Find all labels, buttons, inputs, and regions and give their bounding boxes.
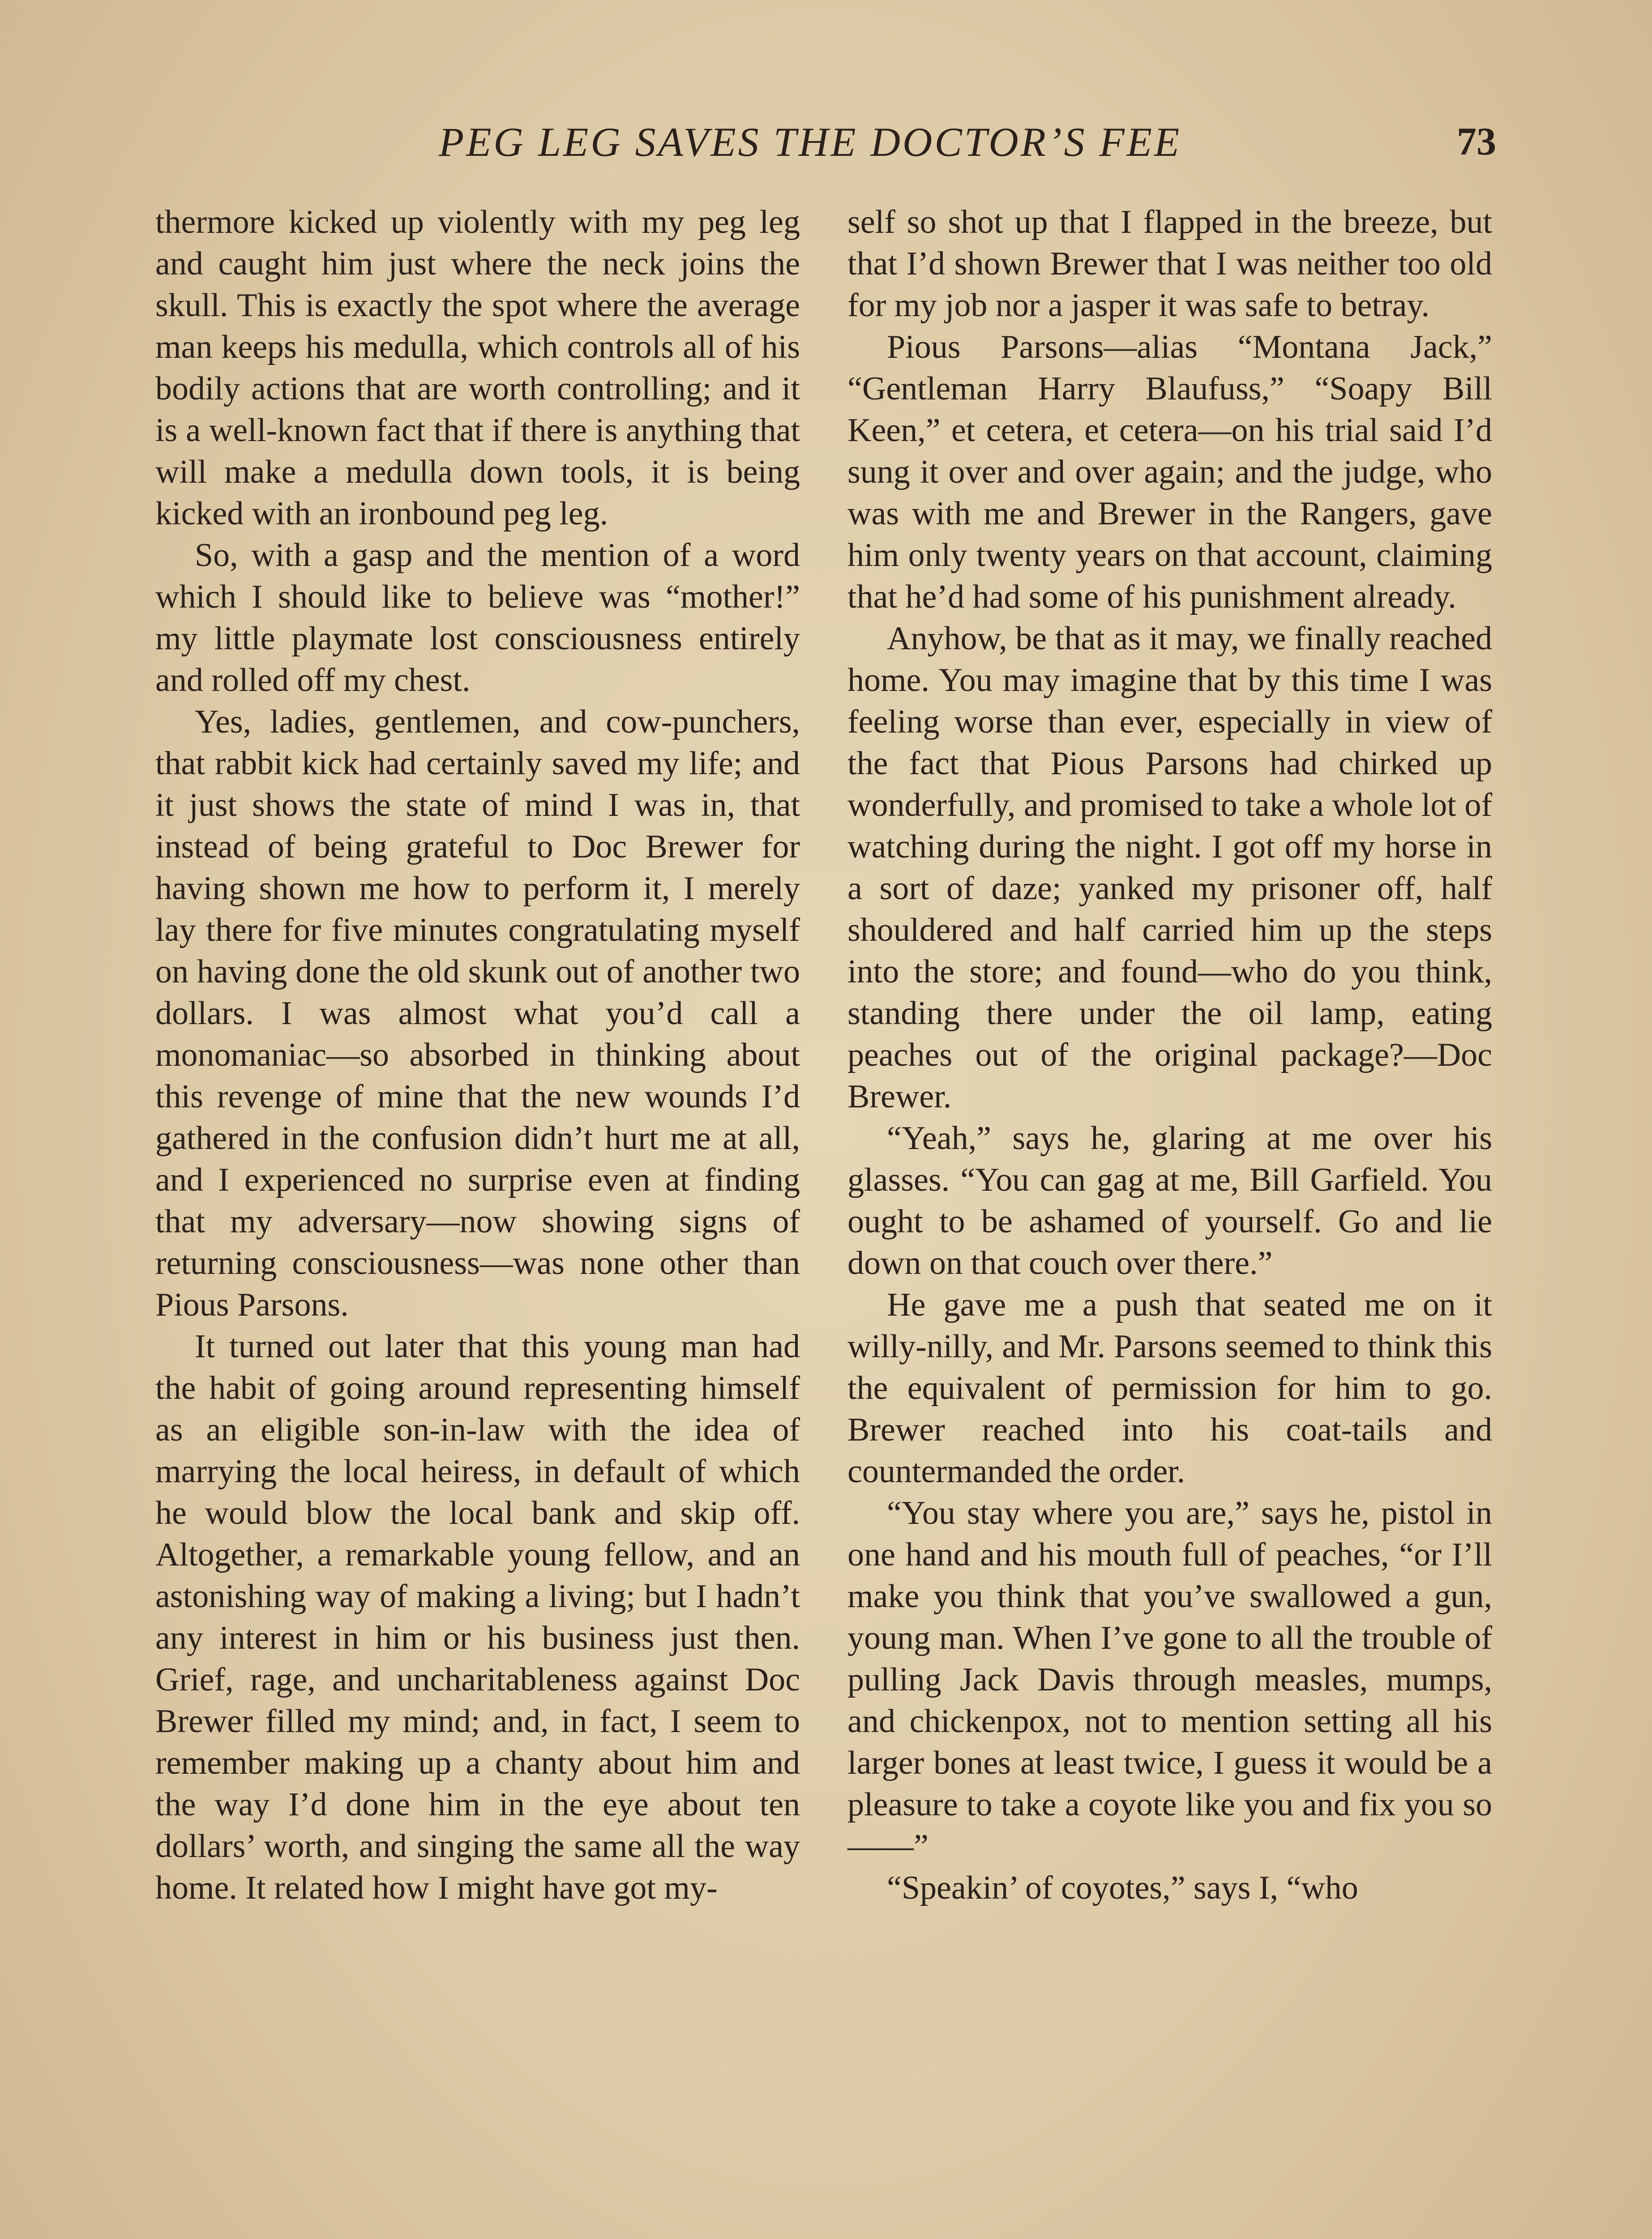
page-header [0, 117, 1652, 167]
right-column [847, 202, 1492, 1909]
running-title: PEG LEG SAVES THE DOCTOR’S FEE [439, 119, 1182, 165]
paragraph: It turned out later that this young man had the habit of going around representing himself as an eligible son-in-law with the idea of marrying the local heiress, in default of which he would blow the local bank and skip off. Altogether, a remarkable young fellow, and an astonishing way of making a living; but I hadn’t any interest in him or his business just then. Grief, rage, and uncharitableness against Doc Brewer filled my mind; and, in fact, I seem to remember making up a chanty about him and the way I’d done him in the eye about ten dollars’ worth, and singing the same all the way home. It related how I might have got my- [155, 1328, 800, 1906]
paragraph: Anyhow, be that as it may, we finally reached home. You may imagine that by this time I was feeling worse than ever, especially in view of the fact that Pious Parsons had chirked up wonderfully, and promised to take a whole lot of watching during the night. I got off my horse in a sort of daze; yanked my prisoner off, half shouldered and half carried him up the steps into the store; and found—who do you think, standing there under the oil lamp, eating peaches out of the original package?—Doc Brewer. [847, 620, 1492, 1115]
paragraph: “You stay where you are,” says he, pistol in one hand and his mouth full of peaches, “or I’ll make you think that you’ve swallowed a gun, young man. When I’ve gone to all the trouble of pulling Jack Davis through measles, mumps, and chickenpox, not to mention setting all his larger bones at least twice, I guess it would be a pleasure to take a coyote like you and fix you so——” [847, 1495, 1492, 1865]
paragraph: Pious Parsons—alias “Montana Jack,” “Gentleman Harry Blaufuss,” “Soapy Bill Keen,” et cetera, et cetera—on his trial said I’d sung it over and over again; and the judge, who was with me and Brewer in the Rangers, gave him only twenty years on that account, claiming that he’d had some of his punishment already. [847, 329, 1492, 615]
paragraph: He gave me a push that seated me on it willy-nilly, and Mr. Parsons seemed to think this the equivalent of permission for him to go. Brewer reached into his coat-tails and countermanded the order. [847, 1287, 1492, 1490]
left-column [155, 202, 800, 1909]
paragraph: “Yeah,” says he, glaring at me over his glasses. “You can gag at me, Bill Garfield. You ought to be ashamed of yourself. Go and lie down on that couch over there.” [847, 1120, 1492, 1282]
paragraph: “Speakin’ of coyotes,” says I, “who [887, 1870, 1358, 1906]
paragraph: self so shot up that I flapped in the breeze, but that I’d shown Brewer that I was neither too old for my job nor a jasper it was safe to betray. [847, 204, 1492, 324]
paragraph: So, with a gasp and the mention of a word which I should like to believe was “mother!” my little playmate lost consciousness entirely and rolled off my chest. [155, 537, 800, 699]
paragraph: thermore kicked up violently with my peg leg and caught him just where the neck joins the skull. This is exactly the spot where the average man keeps his medulla, which controls all of his bodily actions that are worth controlling; and it is a well-known fact that if there is anything that will make a medulla down tools, it is being kicked with an ironbound peg leg. [155, 204, 800, 532]
paragraph: Yes, ladies, gentlemen, and cow-punchers, that rabbit kick had certainly saved my life; and it just shows the state of mind I was in, that instead of being grateful to Doc Brewer for having shown me how to perform it, I merely lay there for five minutes congratulating myself on having done the old skunk out of another two dollars. I was almost what you’d call a monomaniac—so absorbed in thinking about this revenge of mine that the new wounds I’d gathered in the confusion didn’t hurt me at all, and I experienced no surprise even at finding that my adversary—now showing signs of returning consciousness—was none other than Pious Parsons. [155, 703, 800, 1323]
page-number: 73 [1457, 120, 1496, 163]
